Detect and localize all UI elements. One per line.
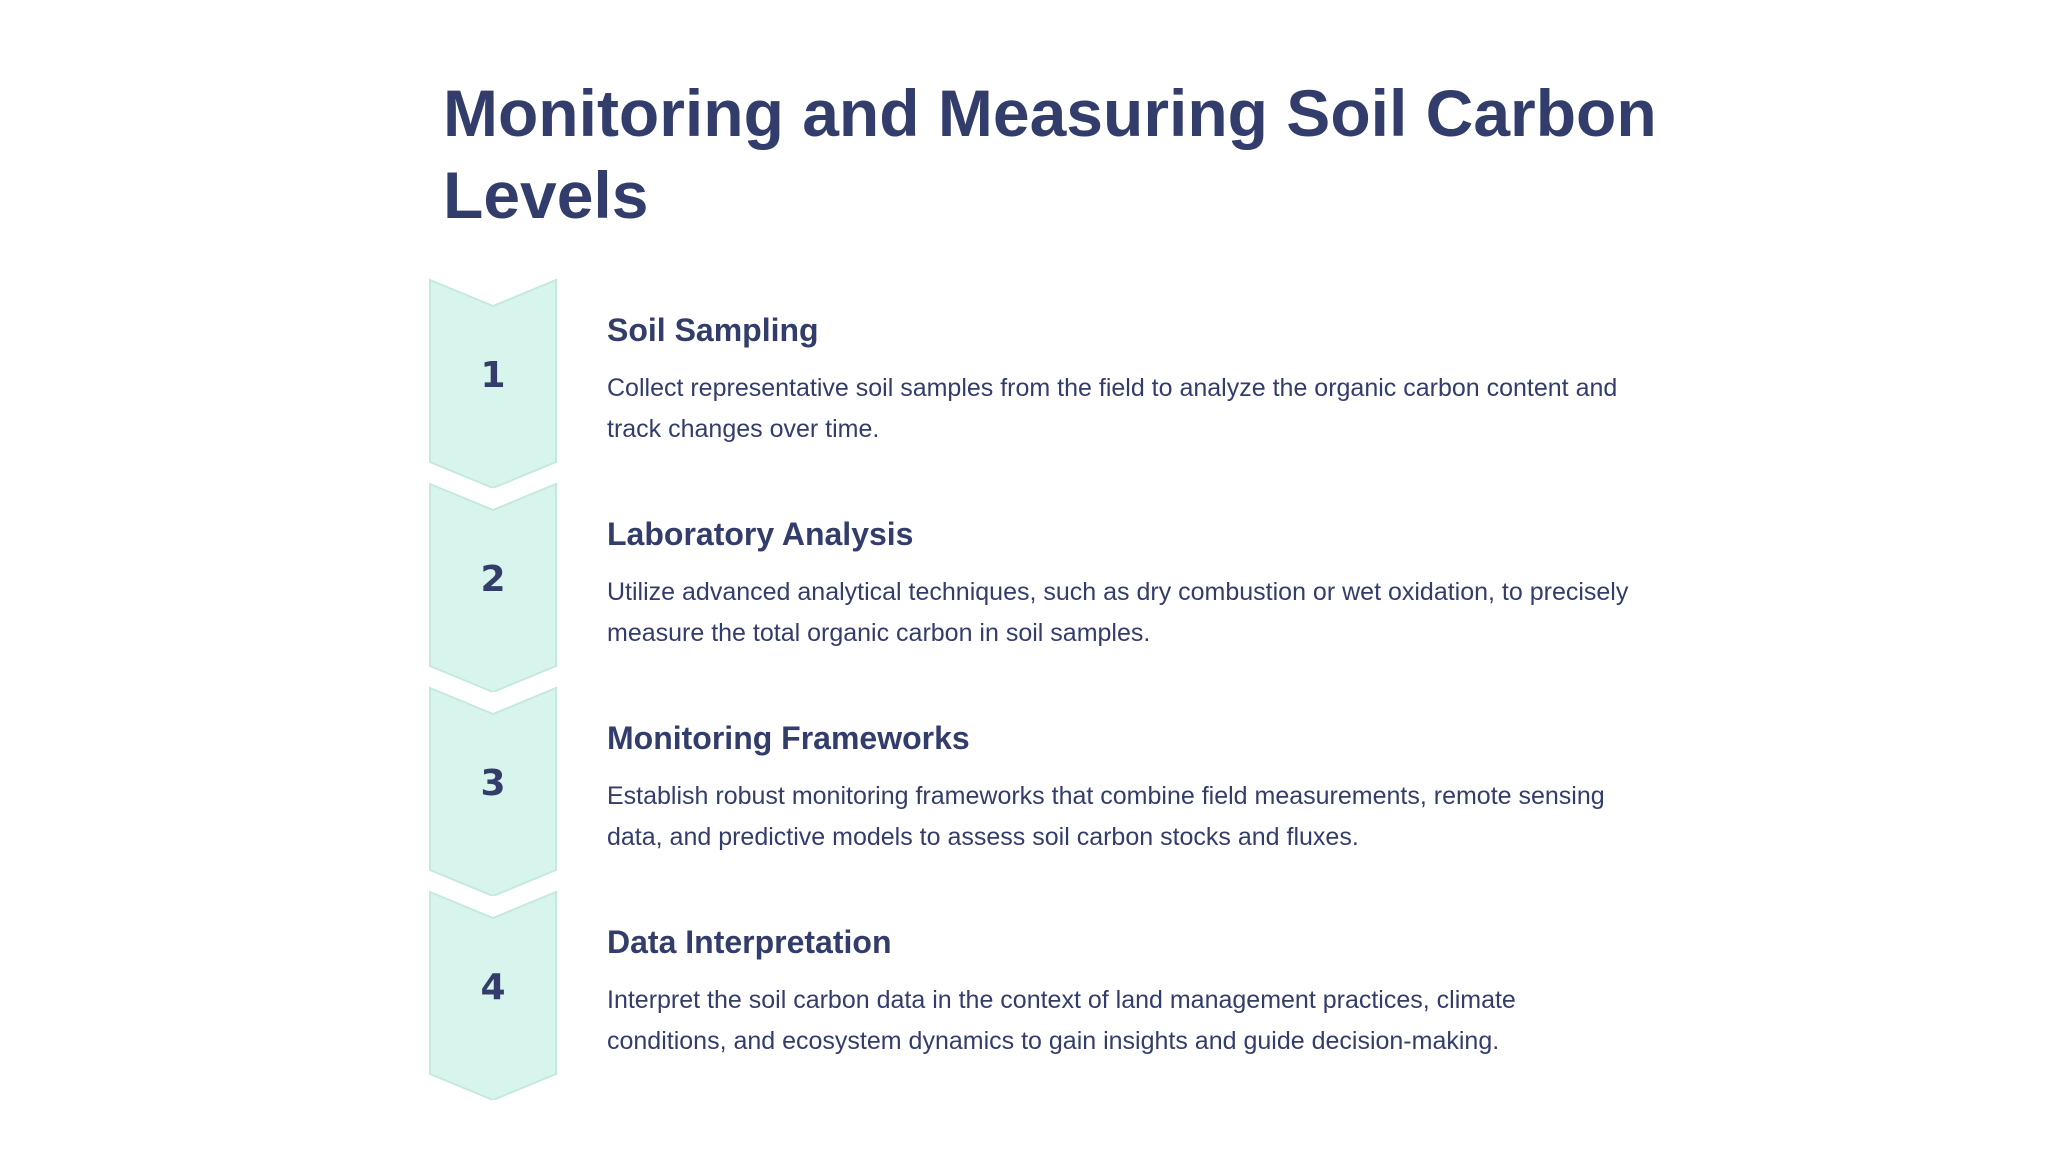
step-description: Collect representative soil samples from the field to analyze the organic carbon content and track changes over time.: [607, 374, 1618, 443]
step-number: 1: [480, 355, 506, 396]
step-item: [0, 482, 2048, 686]
step-item: [0, 890, 2048, 1094]
step-title: Data Interpretation: [607, 924, 892, 960]
step-number: 2: [480, 559, 506, 600]
page-title: Monitoring and Measuring Soil Carbon Levels: [443, 76, 1657, 232]
step-title: Laboratory Analysis: [607, 516, 914, 552]
step-description: Establish robust monitoring frameworks that combine field measurements, remote sensing data, and predictive models to assess soil carbon stocks and fluxes.: [607, 782, 1605, 851]
step-title: Soil Sampling: [607, 312, 819, 348]
step-description: Interpret the soil carbon data in the context of land management practices, climate conditions, and ecosystem dynamics to gain insights and guide decision-making.: [607, 986, 1516, 1055]
step-title: Monitoring Frameworks: [607, 720, 970, 756]
step-item: [0, 686, 2048, 890]
step-number: 4: [480, 967, 506, 1008]
step-description: Utilize advanced analytical techniques, such as dry combustion or wet oxidation, to precisely measure the total organic carbon in soil samples.: [607, 578, 1629, 647]
step-item: [0, 278, 2048, 482]
step-number: 3: [480, 763, 506, 804]
